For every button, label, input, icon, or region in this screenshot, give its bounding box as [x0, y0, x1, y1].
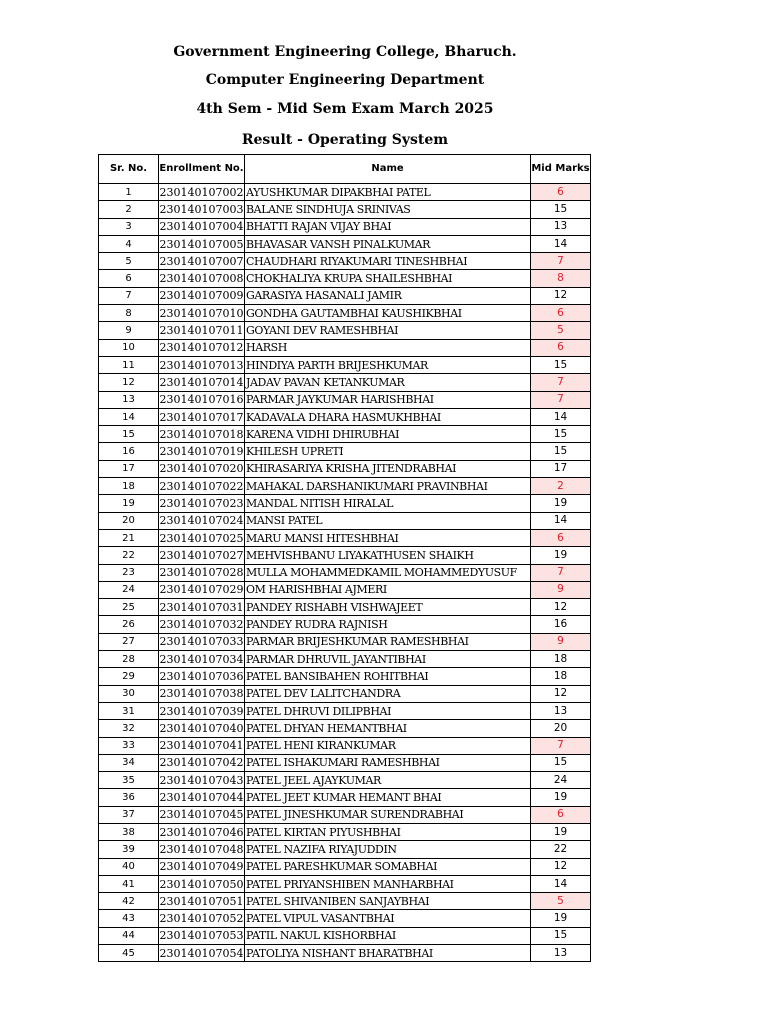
name-cell: MEHVISHBANU LIYAKATHUSEN SHAIKH	[245, 547, 531, 564]
enrollment-cell: 230140107016	[159, 391, 245, 408]
table-row	[99, 391, 591, 408]
marks-cell: 7	[531, 374, 591, 391]
enrollment-cell: 230140107023	[159, 495, 245, 512]
marks-cell: 14	[531, 875, 591, 892]
enrollment-cell: 230140107003	[159, 201, 245, 218]
sr-cell: 28	[99, 651, 159, 668]
enrollment-cell: 230140107029	[159, 581, 245, 598]
marks-cell: 6	[531, 529, 591, 546]
name-cell: MARU MANSI HITESHBHAI	[245, 529, 531, 546]
name-cell: PATEL DEV LALITCHANDRA	[245, 685, 531, 702]
name-cell: CHOKHALIYA KRUPA SHAILESHBHAI	[245, 270, 531, 287]
marks-cell: 15	[531, 201, 591, 218]
table-row	[99, 945, 591, 962]
enrollment-cell: 230140107038	[159, 685, 245, 702]
sr-cell: 13	[99, 391, 159, 408]
enrollment-cell: 230140107020	[159, 460, 245, 477]
enrollment-cell: 230140107012	[159, 339, 245, 356]
name-cell: PATEL JEET KUMAR HEMANT BHAI	[245, 789, 531, 806]
enrollment-cell: 230140107042	[159, 754, 245, 771]
marks-cell: 6	[531, 806, 591, 823]
table-row	[99, 651, 591, 668]
sr-cell: 2	[99, 201, 159, 218]
table-row	[99, 772, 591, 789]
marks-cell: 14	[531, 408, 591, 425]
sr-cell: 24	[99, 581, 159, 598]
sr-cell: 5	[99, 253, 159, 270]
name-cell: PANDEY RISHABH VISHWAJEET	[245, 599, 531, 616]
enrollment-cell: 230140107033	[159, 633, 245, 650]
table-header-row	[99, 155, 591, 184]
marks-cell: 9	[531, 633, 591, 650]
table-row	[99, 356, 591, 373]
table-row	[99, 339, 591, 356]
table-row	[99, 599, 591, 616]
sr-cell: 12	[99, 374, 159, 391]
marks-cell: 12	[531, 287, 591, 304]
sr-cell: 4	[99, 235, 159, 252]
name-cell: OM HARISHBHAI AJMERI	[245, 581, 531, 598]
marks-cell: 24	[531, 772, 591, 789]
sr-cell: 45	[99, 945, 159, 962]
table-row	[99, 789, 591, 806]
table-row	[99, 806, 591, 823]
marks-cell: 19	[531, 910, 591, 927]
sr-cell: 22	[99, 547, 159, 564]
marks-cell: 13	[531, 218, 591, 235]
name-cell: PATEL PRIYANSHIBEN MANHARBHAI	[245, 875, 531, 892]
name-cell: PATEL VIPUL VASANTBHAI	[245, 910, 531, 927]
sr-cell: 37	[99, 806, 159, 823]
name-cell: MULLA MOHAMMEDKAMIL MOHAMMEDYUSUF	[245, 564, 531, 581]
sr-cell: 8	[99, 305, 159, 322]
enrollment-cell: 230140107028	[159, 564, 245, 581]
sr-cell: 33	[99, 737, 159, 754]
enrollment-cell: 230140107051	[159, 893, 245, 910]
sr-cell: 7	[99, 287, 159, 304]
enrollment-cell: 230140107022	[159, 478, 245, 495]
name-cell: PATEL KIRTAN PIYUSHBHAI	[245, 823, 531, 840]
sr-cell: 42	[99, 893, 159, 910]
name-cell: PATEL JINESHKUMAR SURENDRABHAI	[245, 806, 531, 823]
table-row	[99, 374, 591, 391]
sr-cell: 43	[99, 910, 159, 927]
table-row	[99, 529, 591, 546]
enrollment-cell: 230140107043	[159, 772, 245, 789]
column-header-name: Name	[245, 155, 531, 184]
table-row	[99, 927, 591, 944]
enrollment-cell: 230140107002	[159, 184, 245, 201]
sr-cell: 26	[99, 616, 159, 633]
marks-cell: 7	[531, 737, 591, 754]
table-row	[99, 201, 591, 218]
marks-cell: 5	[531, 893, 591, 910]
enrollment-cell: 230140107046	[159, 823, 245, 840]
marks-cell: 6	[531, 339, 591, 356]
name-cell: PATEL HENI KIRANKUMAR	[245, 737, 531, 754]
table-row	[99, 858, 591, 875]
name-cell: KADAVALA DHARA HASMUKHBHAI	[245, 408, 531, 425]
name-cell: PATEL BANSIBAHEN ROHITBHAI	[245, 668, 531, 685]
enrollment-cell: 230140107045	[159, 806, 245, 823]
exam-title: 4th Sem - Mid Sem Exam March 2025	[196, 101, 494, 117]
enrollment-cell: 230140107011	[159, 322, 245, 339]
enrollment-cell: 230140107004	[159, 218, 245, 235]
name-cell: PATEL DHRUVI DILIPBHAI	[245, 702, 531, 719]
sr-cell: 34	[99, 754, 159, 771]
enrollment-cell: 230140107025	[159, 529, 245, 546]
table-row	[99, 616, 591, 633]
marks-cell: 6	[531, 184, 591, 201]
name-cell: MANDAL NITISH HIRALAL	[245, 495, 531, 512]
name-cell: PATEL ISHAKUMARI RAMESHBHAI	[245, 754, 531, 771]
enrollment-cell: 230140107034	[159, 651, 245, 668]
name-cell: PATEL SHIVANIBEN SANJAYBHAI	[245, 893, 531, 910]
sr-cell: 27	[99, 633, 159, 650]
sr-cell: 6	[99, 270, 159, 287]
college-title: Government Engineering College, Bharuch.	[173, 44, 517, 60]
name-cell: PANDEY RUDRA RAJNISH	[245, 616, 531, 633]
enrollment-cell: 230140107018	[159, 426, 245, 443]
name-cell: HINDIYA PARTH BRIJESHKUMAR	[245, 356, 531, 373]
sr-cell: 3	[99, 218, 159, 235]
table-row	[99, 754, 591, 771]
enrollment-cell: 230140107053	[159, 927, 245, 944]
table-body	[99, 184, 591, 962]
table-row	[99, 910, 591, 927]
results-table	[98, 154, 591, 962]
marks-cell: 7	[531, 564, 591, 581]
marks-cell: 8	[531, 270, 591, 287]
table-row	[99, 235, 591, 252]
marks-cell: 13	[531, 702, 591, 719]
enrollment-cell: 230140107054	[159, 945, 245, 962]
enrollment-cell: 230140107031	[159, 599, 245, 616]
department-title: Computer Engineering Department	[205, 72, 485, 88]
table-row	[99, 287, 591, 304]
table-row	[99, 668, 591, 685]
table-row	[99, 702, 591, 719]
name-cell: MAHAKAL DARSHANIKUMARI PRAVINBHAI	[245, 478, 531, 495]
enrollment-cell: 230140107014	[159, 374, 245, 391]
sr-cell: 21	[99, 529, 159, 546]
name-cell: HARSH	[245, 339, 531, 356]
marks-cell: 13	[531, 945, 591, 962]
marks-cell: 22	[531, 841, 591, 858]
marks-cell: 15	[531, 927, 591, 944]
table-row	[99, 685, 591, 702]
table-row	[99, 408, 591, 425]
sr-cell: 40	[99, 858, 159, 875]
sr-cell: 18	[99, 478, 159, 495]
marks-cell: 6	[531, 305, 591, 322]
table-row	[99, 270, 591, 287]
sr-cell: 1	[99, 184, 159, 201]
column-header-marks: Mid Marks	[531, 155, 591, 184]
name-cell: KHIRASARIYA KRISHA JITENDRABHAI	[245, 460, 531, 477]
table-row	[99, 564, 591, 581]
table-row	[99, 426, 591, 443]
enrollment-cell: 230140107048	[159, 841, 245, 858]
name-cell: GOYANI DEV RAMESHBHAI	[245, 322, 531, 339]
sr-cell: 11	[99, 356, 159, 373]
sr-cell: 9	[99, 322, 159, 339]
table-row	[99, 720, 591, 737]
table-row	[99, 547, 591, 564]
table-row	[99, 823, 591, 840]
enrollment-cell: 230140107008	[159, 270, 245, 287]
table-row	[99, 443, 591, 460]
name-cell: JADAV PAVAN KETANKUMAR	[245, 374, 531, 391]
name-cell: PARMAR JAYKUMAR HARISHBHAI	[245, 391, 531, 408]
enrollment-cell: 230140107032	[159, 616, 245, 633]
column-header-enrollment: Enrollment No.	[159, 155, 245, 184]
enrollment-cell: 230140107017	[159, 408, 245, 425]
marks-cell: 15	[531, 443, 591, 460]
marks-cell: 18	[531, 651, 591, 668]
sr-cell: 39	[99, 841, 159, 858]
table-row	[99, 893, 591, 910]
marks-cell: 14	[531, 235, 591, 252]
column-header-sr: Sr. No.	[99, 155, 159, 184]
name-cell: AYUSHKUMAR DIPAKBHAI PATEL	[245, 184, 531, 201]
table-row	[99, 737, 591, 754]
name-cell: GARASIYA HASANALI JAMIR	[245, 287, 531, 304]
marks-cell: 7	[531, 253, 591, 270]
sr-cell: 38	[99, 823, 159, 840]
table-row	[99, 322, 591, 339]
marks-cell: 14	[531, 512, 591, 529]
table-row	[99, 633, 591, 650]
name-cell: BALANE SINDHUJA SRINIVAS	[245, 201, 531, 218]
name-cell: PATEL DHYAN HEMANTBHAI	[245, 720, 531, 737]
enrollment-cell: 230140107027	[159, 547, 245, 564]
sr-cell: 35	[99, 772, 159, 789]
table-row	[99, 218, 591, 235]
name-cell: PATOLIYA NISHANT BHARATBHAI	[245, 945, 531, 962]
sr-cell: 15	[99, 426, 159, 443]
name-cell: CHAUDHARI RIYAKUMARI TINESHBHAI	[245, 253, 531, 270]
enrollment-cell: 230140107036	[159, 668, 245, 685]
marks-cell: 19	[531, 547, 591, 564]
marks-cell: 15	[531, 356, 591, 373]
sr-cell: 10	[99, 339, 159, 356]
table-row	[99, 305, 591, 322]
enrollment-cell: 230140107005	[159, 235, 245, 252]
enrollment-cell: 230140107024	[159, 512, 245, 529]
sr-cell: 36	[99, 789, 159, 806]
marks-cell: 17	[531, 460, 591, 477]
name-cell: BHAVASAR VANSH PINALKUMAR	[245, 235, 531, 252]
enrollment-cell: 230140107010	[159, 305, 245, 322]
name-cell: PATEL JEEL AJAYKUMAR	[245, 772, 531, 789]
marks-cell: 12	[531, 685, 591, 702]
enrollment-cell: 230140107009	[159, 287, 245, 304]
marks-cell: 18	[531, 668, 591, 685]
enrollment-cell: 230140107040	[159, 720, 245, 737]
marks-cell: 15	[531, 754, 591, 771]
name-cell: KARENA VIDHI DHIRUBHAI	[245, 426, 531, 443]
marks-cell: 5	[531, 322, 591, 339]
marks-cell: 2	[531, 478, 591, 495]
table-row	[99, 841, 591, 858]
sr-cell: 14	[99, 408, 159, 425]
name-cell: PARMAR BRIJESHKUMAR RAMESHBHAI	[245, 633, 531, 650]
table-row	[99, 581, 591, 598]
marks-cell: 7	[531, 391, 591, 408]
marks-cell: 19	[531, 789, 591, 806]
enrollment-cell: 230140107041	[159, 737, 245, 754]
name-cell: PATEL PARESHKUMAR SOMABHAI	[245, 858, 531, 875]
sr-cell: 17	[99, 460, 159, 477]
marks-cell: 12	[531, 858, 591, 875]
sr-cell: 16	[99, 443, 159, 460]
enrollment-cell: 230140107039	[159, 702, 245, 719]
enrollment-cell: 230140107013	[159, 356, 245, 373]
result-title: Result - Operating System	[241, 132, 449, 148]
sr-cell: 25	[99, 599, 159, 616]
table-row	[99, 184, 591, 201]
table-row	[99, 875, 591, 892]
sr-cell: 32	[99, 720, 159, 737]
name-cell: GONDHA GAUTAMBHAI KAUSHIKBHAI	[245, 305, 531, 322]
sr-cell: 44	[99, 927, 159, 944]
marks-cell: 19	[531, 823, 591, 840]
enrollment-cell: 230140107050	[159, 875, 245, 892]
marks-cell: 16	[531, 616, 591, 633]
enrollment-cell: 230140107019	[159, 443, 245, 460]
enrollment-cell: 230140107044	[159, 789, 245, 806]
enrollment-cell: 230140107007	[159, 253, 245, 270]
marks-cell: 9	[531, 581, 591, 598]
enrollment-cell: 230140107052	[159, 910, 245, 927]
sr-cell: 29	[99, 668, 159, 685]
sr-cell: 41	[99, 875, 159, 892]
enrollment-cell: 230140107049	[159, 858, 245, 875]
name-cell: PATIL NAKUL KISHORBHAI	[245, 927, 531, 944]
table-row	[99, 478, 591, 495]
marks-cell: 12	[531, 599, 591, 616]
name-cell: PATEL NAZIFA RIYAJUDDIN	[245, 841, 531, 858]
sr-cell: 31	[99, 702, 159, 719]
table-row	[99, 460, 591, 477]
name-cell: MANSI PATEL	[245, 512, 531, 529]
sr-cell: 23	[99, 564, 159, 581]
name-cell: PARMAR DHRUVIL JAYANTIBHAI	[245, 651, 531, 668]
table-row	[99, 495, 591, 512]
marks-cell: 20	[531, 720, 591, 737]
name-cell: KHILESH UPRETI	[245, 443, 531, 460]
table-row	[99, 253, 591, 270]
sr-cell: 30	[99, 685, 159, 702]
table-row	[99, 512, 591, 529]
marks-cell: 15	[531, 426, 591, 443]
name-cell: BHATTI RAJAN VIJAY BHAI	[245, 218, 531, 235]
sr-cell: 19	[99, 495, 159, 512]
marks-cell: 19	[531, 495, 591, 512]
sr-cell: 20	[99, 512, 159, 529]
